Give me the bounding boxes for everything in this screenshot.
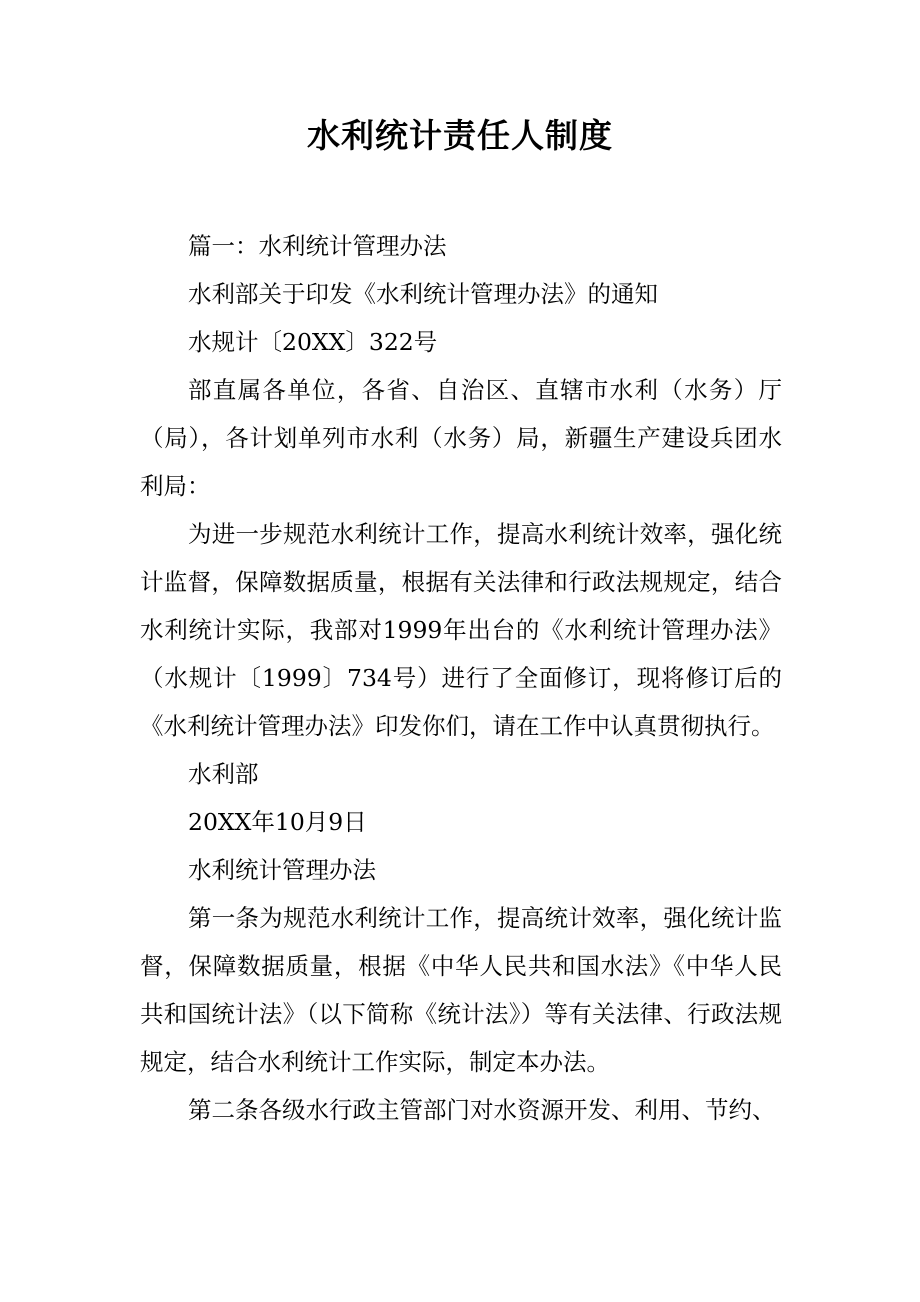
chapter-heading: 篇一：水利统计管理办法 [188,232,447,260]
issue-date: 20XX年10月9日 [188,808,367,836]
document-body [140,222,782,1134]
issuer: 水利部 [188,760,259,788]
notice-body: 为进一步规范水利统计工作，提高水利统计效率，强化统计监督，保障数据质量，根据有关法律和行政法规规定，结合水利统计实际，我部对1999年出台的《水利统计管理办法》（水规计〔1999〕734号）进行了全面修订，现将修订后的《水利统计管理办法》印发你们，请在工作中认真贯彻执行。 [140,520,782,740]
article-1: 第一条为规范水利统计工作，提高统计效率，强化统计监督，保障数据质量，根据《中华人民共和国水法》《中华人民共和国统计法》（以下简称《统计法》）等有关法律、行政法规规定，结合水利统计工作实际，制定本办法。 [140,904,782,1076]
article-2: 第二条各级水行政主管部门对水资源开发、利用、节约、 [188,1096,776,1124]
addressees: 部直属各单位，各省、自治区、直辖市水利（水务）厅（局），各计划单列市水利（水务）局，新疆生产建设兵团水利局： [140,376,782,500]
document-number: 水规计〔20XX〕322号 [188,328,438,356]
document-title: 水利统计责任人制度 [307,116,613,155]
regulation-title: 水利统计管理办法 [188,856,376,884]
notice-title: 水利部关于印发《水利统计管理办法》的通知 [188,280,658,308]
